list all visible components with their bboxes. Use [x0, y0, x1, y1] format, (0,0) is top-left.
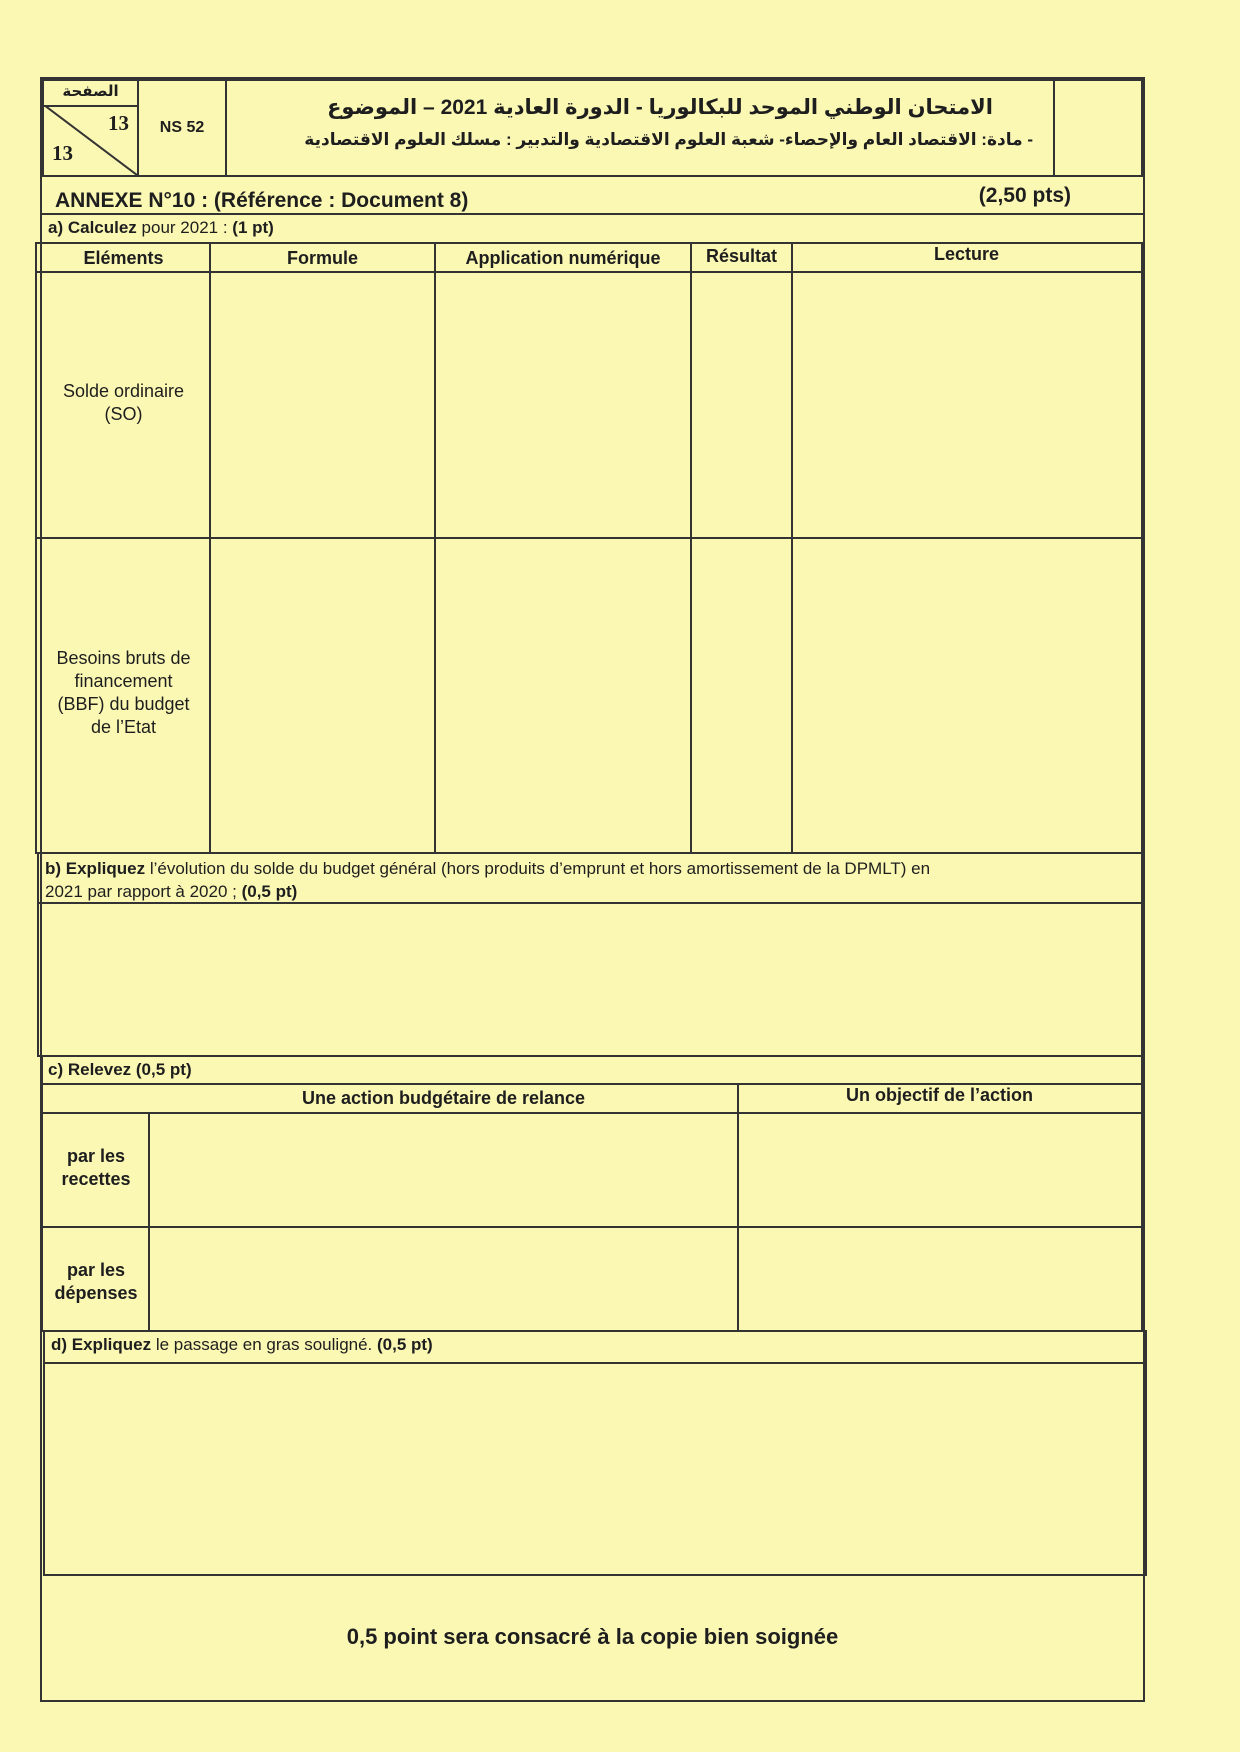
exam-code: NS 52: [137, 79, 227, 177]
exam-title: الامتحان الوطني الموحد للبكالوريا - الدورة العادية 2021 – الموضوع: [327, 96, 993, 119]
annexe-title: ANNEXE N°10 : (Référence : Document 8): [55, 189, 469, 212]
header-blank-box: [1053, 79, 1143, 177]
calc-table: [35, 242, 1143, 854]
part-b-section: [37, 852, 1143, 1057]
exam-subject: - مادة: الاقتصاد العام والإحصاء- شعبة العلوم الاقتصادية والتدبير : مسلك العلوم الاقتصادية: [304, 130, 1033, 149]
col-header-objectif: Un objectif de l’action: [845, 1085, 1033, 1105]
row-label-besoins-bruts: Besoins bruts de financement (BBF) du budget de l’Etat: [56, 648, 191, 737]
col-header-lecture: Lecture: [933, 244, 1000, 264]
row-label-recettes: par les recettes: [61, 1146, 131, 1189]
calc-table-grid: [37, 244, 1141, 852]
part-d-prompt: d) Expliquez le passage en gras souligné. (0,5 pt): [51, 1335, 433, 1354]
footer-note: 0,5 point sera consacré à la copie bien soignée: [346, 1624, 839, 1649]
col-header-formule: Formule: [286, 248, 358, 268]
page-label: الصفحة: [44, 81, 137, 107]
annexe-points: (2,50 pts): [978, 184, 1071, 207]
part-b-prompt: b) Expliquez l’évolution du solde du budget général (hors produits d’emprunt et hors amortissement de la DPMLT) en 2021 par rapport à 2020 ; (0,5 pt): [45, 859, 931, 901]
part-a-prompt-row: [40, 213, 1145, 244]
part-c-prompt-row: [41, 1055, 1143, 1085]
exam-header: [42, 79, 1143, 181]
relance-table: [41, 1083, 1143, 1332]
page-total: 13: [52, 141, 73, 165]
part-b-prompt-row: [39, 854, 1141, 904]
row-label-depenses: par les dépenses: [54, 1260, 138, 1303]
part-d-section: [43, 1330, 1147, 1576]
page-number-box: [42, 79, 139, 177]
exam-titles: [225, 79, 1055, 177]
relance-table-grid: [43, 1085, 1141, 1330]
col-header-resultat: Résultat: [705, 246, 777, 266]
part-a-prompt: a) Calculez pour 2021 : (1 pt): [48, 218, 274, 237]
row-label-solde-ordinaire: Solde ordinaire (SO): [62, 381, 185, 424]
col-header-elements: Eléments: [83, 248, 164, 268]
page-frame: [40, 77, 1145, 1702]
part-d-prompt-row: [45, 1332, 1145, 1364]
col-header-application: Application numérique: [465, 248, 661, 268]
part-c-prompt: c) Relevez (0,5 pt): [48, 1060, 192, 1079]
col-header-action: Une action budgétaire de relance: [301, 1088, 586, 1108]
page-current: 13: [108, 111, 129, 135]
